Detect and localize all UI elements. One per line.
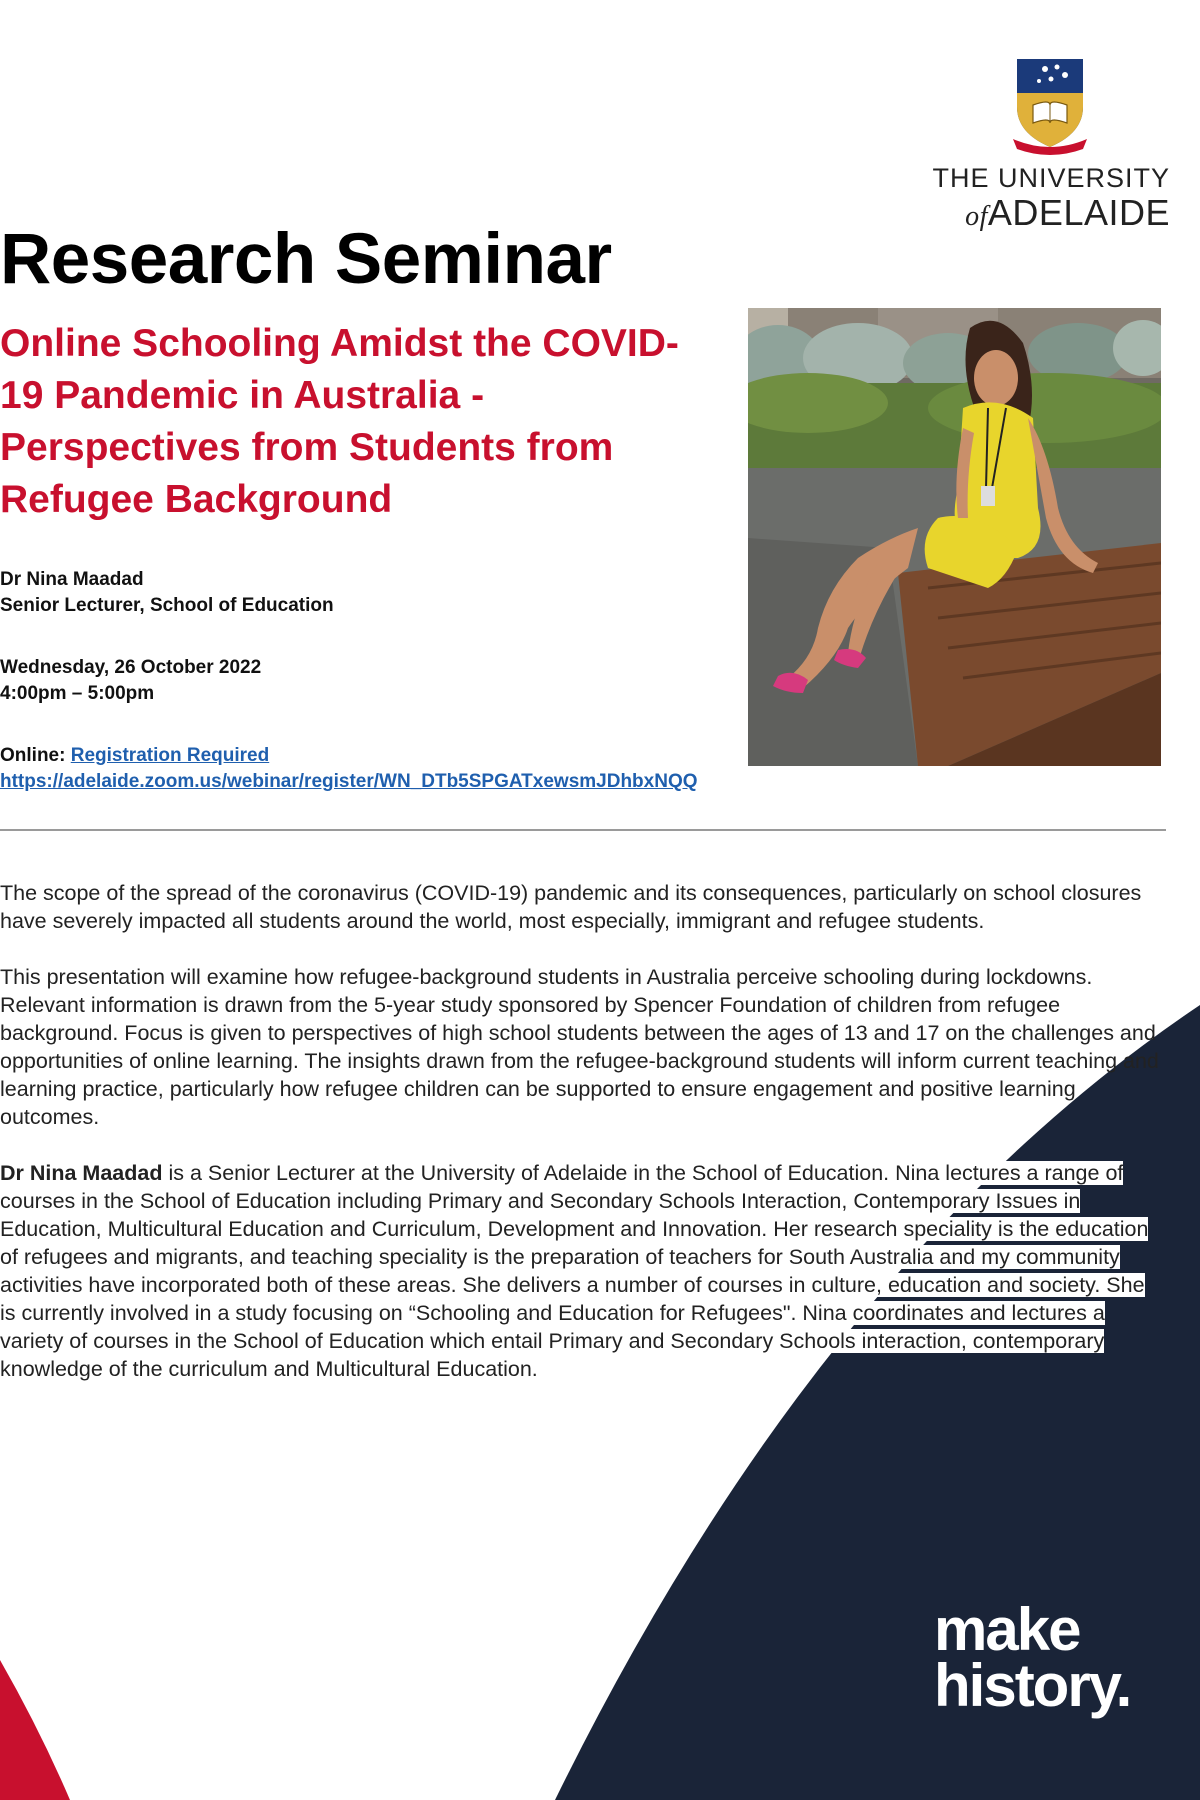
speaker-name: Dr Nina Maadad — [0, 569, 144, 590]
event-date: Wednesday, 26 October 2022 — [0, 657, 262, 678]
seminar-subtitle: Online Schooling Amidst the COVID-19 Pandemic in Australia - Perspectives from Students from Refugee Background — [0, 322, 679, 521]
event-time: 4:00pm – 5:00pm — [0, 683, 155, 704]
university-name-line2 — [930, 193, 1170, 237]
description-paragraph-1: The scope of the spread of the coronavirus (COVID-19) pandemic and its consequences, particularly on school closures have severely impacted all students around the world, most especially, immigrant and refugee students. — [0, 881, 1142, 933]
speaker-bio-text: is a Senior Lecturer at the University of Adelaide in the School of Education. Nina lectures a range of courses in the School of Education including Primary and Secondary Schools Interaction, Contemporary Issues in Education, Multicultural Education and Curriculum, Development and Innovation. Her research speciality is the education of refugees and migrants, and teaching speciality is the preparation of teachers for South Australia and my community activities have incorporated both of these areas. She delivers a number of courses in culture, education and society. She is currently involved in a study focusing on “Schooling and Education for Refugees". Nina coordinates and lectures a variety of courses in the School of Education which entail Primary and Secondary Schools interaction, contemporary knowledge of the curriculum and Multicultural Education. — [0, 1161, 1149, 1381]
section-divider — [0, 829, 1166, 831]
speaker-photo — [748, 308, 1161, 766]
speaker-role: Senior Lecturer, School of Education — [0, 595, 334, 616]
university-logo[interactable] — [930, 55, 1170, 237]
page-title: Research Seminar — [0, 220, 612, 299]
university-crest-icon — [1011, 55, 1089, 155]
description-paragraph-2: This presentation will examine how refugee-background students in Australia perceive schooling during lockdowns. Relevant information is drawn from the 5-year study sponsored by Spencer Foundation of children from refugee background. Focus is given to perspectives of high school students between the ages of 13 and 17 on the challenges and opportunities of online learning. The insights drawn from the refugee-background students will inform current teaching and learning practice, particularly how refugee children can be supported to ensure engagement and positive learning outcomes. — [0, 965, 1159, 1129]
university-name-adelaide: ADELAIDE — [987, 192, 1170, 233]
university-name-of: of — [965, 201, 988, 232]
university-name-line1: THE UNIVERSITY — [932, 163, 1170, 193]
seminar-description — [0, 879, 1165, 1411]
red-corner-shape — [0, 1660, 70, 1800]
speaker-info — [0, 567, 334, 619]
tagline-line1: make — [934, 1596, 1080, 1663]
make-history-tagline — [934, 1596, 1131, 1719]
webinar-url-link[interactable]: https://adelaide.zoom.us/webinar/register/WN_DTb5SPGATxewsmJDhbxNQQ — [0, 771, 698, 792]
online-registration — [0, 743, 698, 795]
registration-link[interactable]: Registration Required — [70, 745, 270, 766]
speaker-bio-paragraph — [0, 1159, 1165, 1383]
event-datetime — [0, 655, 261, 707]
speaker-bio-name: Dr Nina Maadad — [0, 1161, 163, 1185]
online-label: Online: — [0, 745, 66, 766]
tagline-line2: history. — [934, 1652, 1131, 1719]
